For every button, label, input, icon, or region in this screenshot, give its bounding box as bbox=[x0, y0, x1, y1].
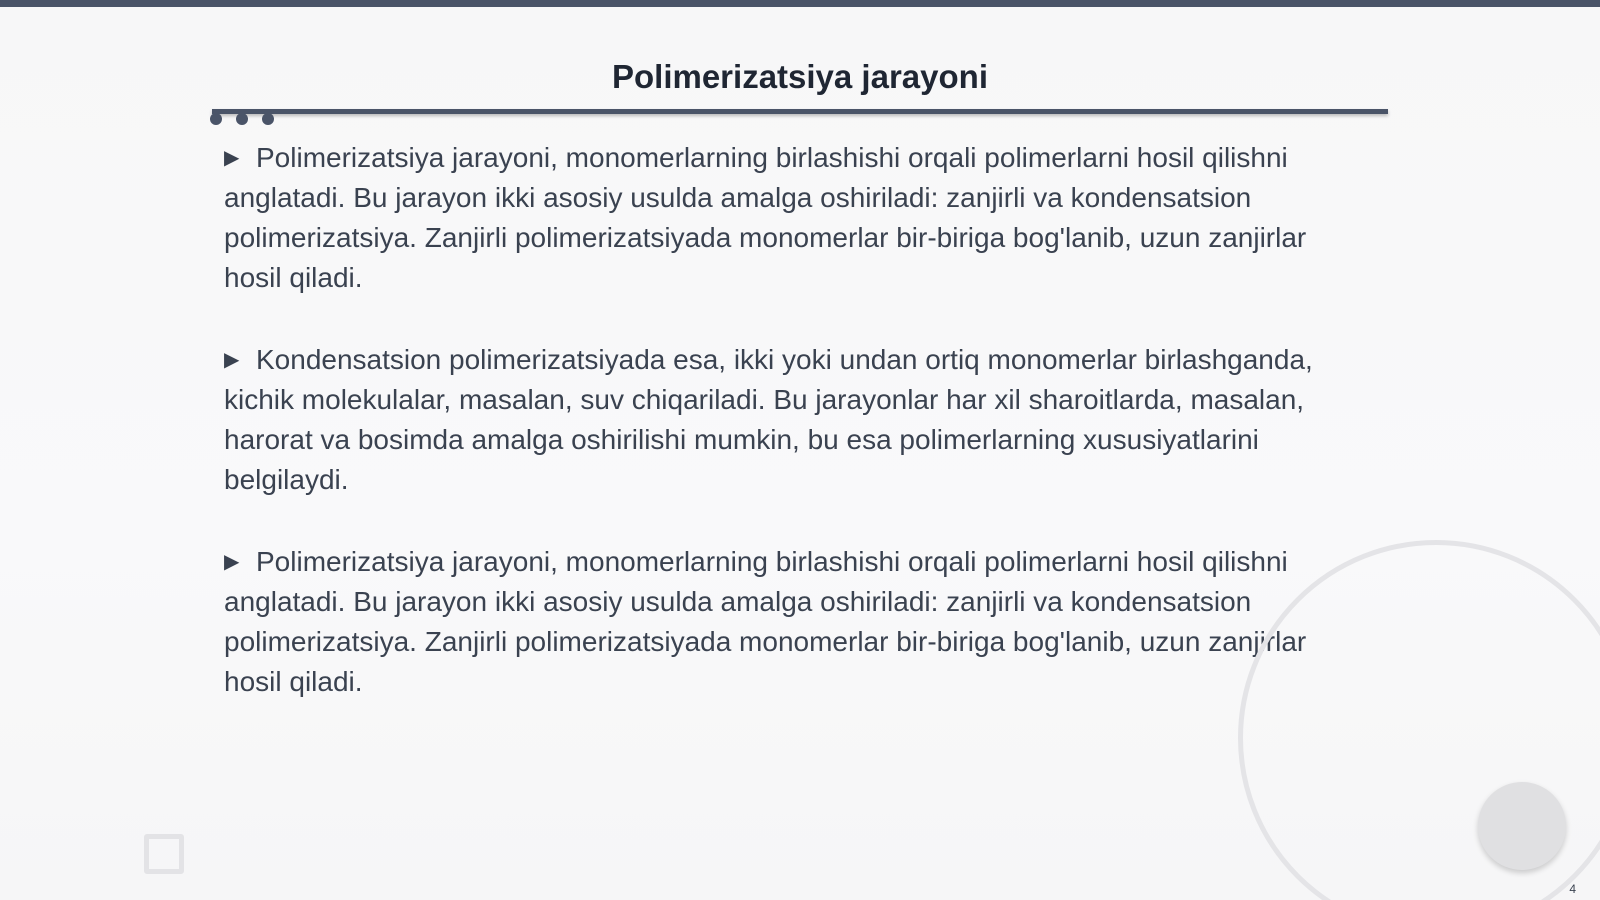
decorative-square bbox=[144, 834, 184, 874]
decorative-dot bbox=[236, 113, 248, 125]
decorative-circle bbox=[1478, 782, 1566, 870]
bullet-list bbox=[224, 138, 1314, 744]
slide-title: Polimerizatsiya jarayoni bbox=[611, 58, 988, 95]
bullet-text: Polimerizatsiya jarayoni, monomerlarning birlashishi orqali polimerlarni hosil qilishni anglatadi. Bu jarayon ikki asosiy usulda amalga oshiriladi: zanjirli va kondensatsion polimerizatsiya. Zanjirli polimerizatsiyada monomerlar bir-biriga bog'lanib, uzun zanjirlar hosil qiladi. bbox=[224, 142, 1307, 293]
triangle-right-icon: ▶ bbox=[224, 551, 240, 573]
decorative-dot bbox=[210, 113, 222, 125]
bullet-paragraph bbox=[224, 138, 1314, 298]
triangle-right-icon: ▶ bbox=[224, 147, 240, 169]
title-underline bbox=[212, 109, 1388, 114]
top-accent-bar bbox=[0, 0, 1600, 7]
bullet-paragraph bbox=[224, 340, 1314, 500]
triangle-right-icon: ▶ bbox=[224, 349, 240, 371]
page-number: 4 bbox=[1569, 882, 1576, 896]
bullet-text: Kondensatsion polimerizatsiyada esa, ikki yoki undan ortiq monomerlar birlashganda, kichik molekulalar, masalan, suv chiqariladi. Bu jarayonlar har xil sharoitlarda, masalan, harorat va bosimda amalga oshirilishi mumkin, bu esa polimerlarning xususiyatlarini belgilaydi. bbox=[224, 344, 1313, 495]
decorative-dot bbox=[262, 113, 274, 125]
bullet-paragraph bbox=[224, 542, 1314, 702]
bullet-text: Polimerizatsiya jarayoni, monomerlarning birlashishi orqali polimerlarni hosil qilishni anglatadi. Bu jarayon ikki asosiy usulda amalga oshiriladi: zanjirli va kondensatsion polimerizatsiya. Zanjirli polimerizatsiyada monomerlar bir-biriga bog'lanib, uzun zanjirlar hosil qiladi. bbox=[224, 546, 1307, 697]
